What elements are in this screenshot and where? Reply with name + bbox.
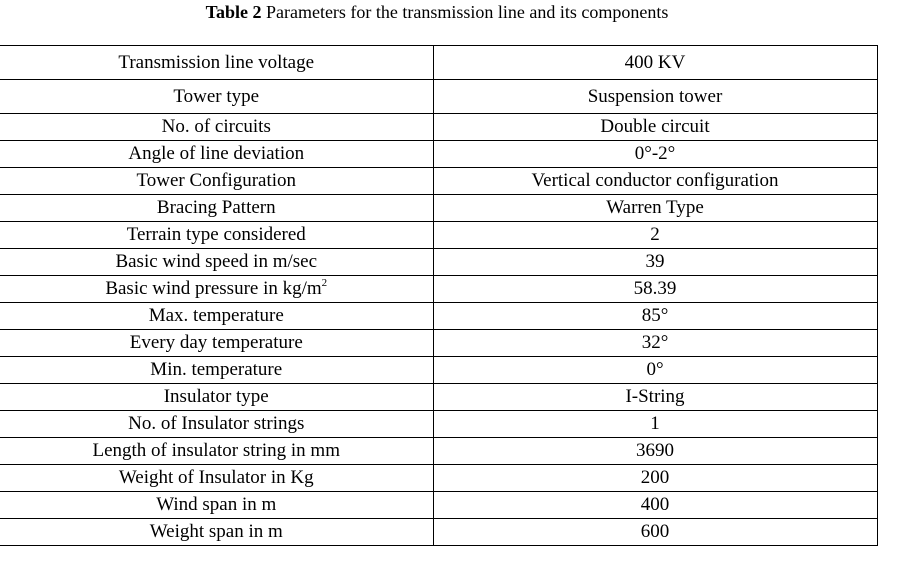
value-cell: 400: [433, 492, 877, 519]
table-row: [0, 303, 877, 330]
table-row: [0, 249, 877, 276]
table-title: Parameters for the transmission line and its components: [265, 2, 669, 22]
table-row: [0, 384, 877, 411]
table-row: [0, 46, 877, 80]
parameters-table: [0, 45, 878, 546]
table-label: Table 2: [205, 2, 262, 22]
table-row: [0, 222, 877, 249]
param-cell: Angle of line deviation: [0, 141, 433, 168]
value-cell: 400 KV: [433, 46, 877, 80]
table-row: [0, 330, 877, 357]
table-row: [0, 276, 877, 303]
table-body: [0, 46, 877, 546]
table-row: [0, 357, 877, 384]
table-row: [0, 438, 877, 465]
param-cell: Bracing Pattern: [0, 195, 433, 222]
param-cell: Wind span in m: [0, 492, 433, 519]
table-row: [0, 492, 877, 519]
param-cell: [0, 276, 433, 303]
param-cell: Length of insulator string in mm: [0, 438, 433, 465]
param-cell: No. of circuits: [0, 114, 433, 141]
table-row: [0, 114, 877, 141]
value-cell: I-String: [433, 384, 877, 411]
value-cell: 200: [433, 465, 877, 492]
table-row: [0, 141, 877, 168]
table-row: [0, 411, 877, 438]
value-cell: 58.39: [433, 276, 877, 303]
param-cell: Transmission line voltage: [0, 46, 433, 80]
value-cell: 3690: [433, 438, 877, 465]
value-cell: Warren Type: [433, 195, 877, 222]
table-caption: [0, 1, 874, 23]
param-cell: Every day temperature: [0, 330, 433, 357]
value-cell: 85°: [433, 303, 877, 330]
value-cell: Suspension tower: [433, 80, 877, 114]
value-cell: 0°: [433, 357, 877, 384]
param-text: Basic wind pressure in kg/m: [105, 278, 322, 299]
table-row: [0, 80, 877, 114]
param-cell: Basic wind speed in m/sec: [0, 249, 433, 276]
value-cell: Vertical conductor configuration: [433, 168, 877, 195]
param-cell: Insulator type: [0, 384, 433, 411]
param-cell: Weight of Insulator in Kg: [0, 465, 433, 492]
table-row: [0, 168, 877, 195]
table-row: [0, 195, 877, 222]
param-cell: Max. temperature: [0, 303, 433, 330]
param-cell: Terrain type considered: [0, 222, 433, 249]
value-cell: 1: [433, 411, 877, 438]
value-cell: 2: [433, 222, 877, 249]
table-row: [0, 465, 877, 492]
value-cell: 32°: [433, 330, 877, 357]
superscript: 2: [321, 277, 328, 289]
param-cell: Weight span in m: [0, 519, 433, 546]
param-cell: Tower Configuration: [0, 168, 433, 195]
value-cell: 39: [433, 249, 877, 276]
table-row: [0, 519, 877, 546]
param-cell: Min. temperature: [0, 357, 433, 384]
value-cell: Double circuit: [433, 114, 877, 141]
value-cell: 600: [433, 519, 877, 546]
param-cell: No. of Insulator strings: [0, 411, 433, 438]
value-cell: 0°-2°: [433, 141, 877, 168]
param-cell: Tower type: [0, 80, 433, 114]
